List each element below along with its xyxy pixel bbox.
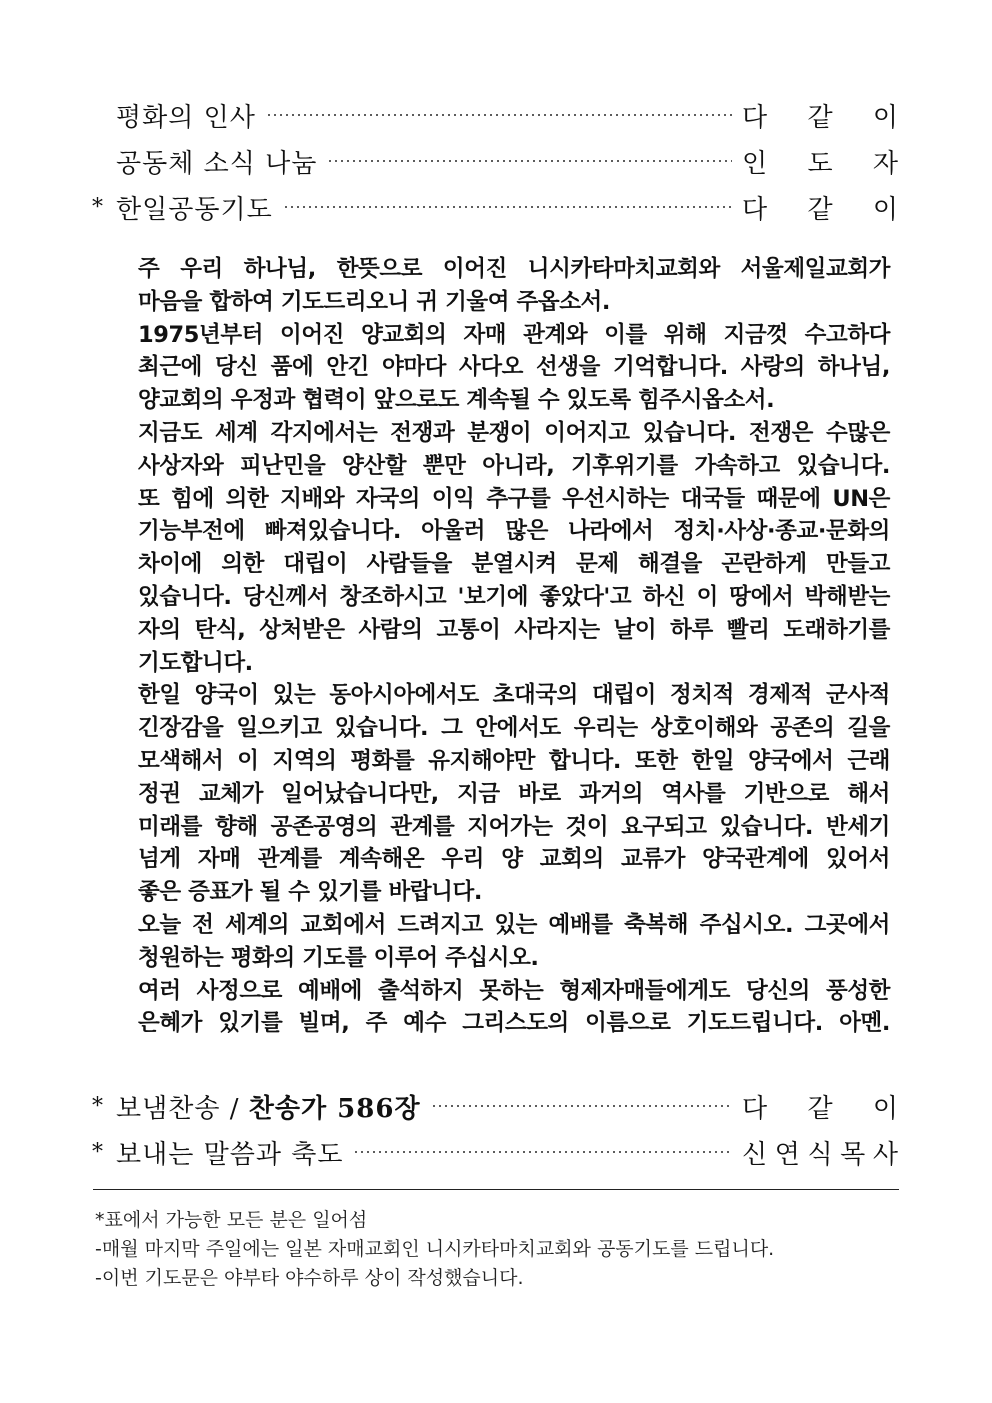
prayer-line: 지금도 세계 각지에서는 전쟁과 분쟁이 이어지고 있습니다. 전쟁은 수많은 xyxy=(138,419,890,446)
order-item-label: 보내는 말씀과 축도 xyxy=(116,1139,344,1170)
footnote: -이번 기도문은 야부타 야수하루 상이 작성했습니다. xyxy=(95,1267,524,1289)
prayer-line: 정권 교체가 일어났습니다만, 지금 바로 과거의 역사를 기반으로 해서 xyxy=(138,780,890,807)
prayer-line: 기능부전에 빠져있습니다. 아울러 많은 나라에서 정치·사상·종교·문화의 xyxy=(138,518,890,545)
prayer-line: 여러 사정으로 예배에 출석하지 못하는 형제자매들에게도 당신의 풍성한 xyxy=(138,977,890,1004)
prayer-line: 청원하는 평화의 기도를 이루어 주십시오. xyxy=(138,944,539,971)
prayer-line: 양교회의 우정과 협력이 앞으로도 계속될 수 있도록 힘주시옵소서. xyxy=(138,387,775,414)
order-item-leader: 인 도 자 xyxy=(742,148,898,179)
leader-dots xyxy=(266,114,732,116)
prayer-line: 좋은 증표가 될 수 있기를 바랍니다. xyxy=(138,879,483,906)
leader-dots xyxy=(353,1151,732,1153)
prayer-line: 1975년부터 이어진 양교회의 자매 관계와 이를 위해 지금껏 수고하다 xyxy=(138,321,890,348)
order-item-leader: 다 같 이 xyxy=(742,194,898,225)
joint-prayer-text xyxy=(138,253,890,1040)
prayer-line: 미래를 향해 공존공영의 관계를 지어가는 것이 요구되고 있습니다. 반세기 xyxy=(138,813,890,840)
prayer-line: 긴장감을 일으키고 있습니다. 그 안에서도 우리는 상호이해와 공존의 길을 xyxy=(138,715,890,742)
hymn-number: 찬송가 586장 xyxy=(248,1093,421,1124)
prayer-line: 마음을 합하여 기도드리오니 귀 기울여 주옵소서. xyxy=(138,288,611,315)
prayer-line: 사상자와 피난민을 양산할 뿐만 아니라, 기후위기를 가속하고 있습니다. xyxy=(138,452,890,479)
order-item-peace-greeting xyxy=(92,95,898,135)
standing-marker: * xyxy=(92,194,103,220)
prayer-line: 있습니다. 당신께서 창조하시고 '보기에 좋았다'고 하신 이 땅에서 박해받는 xyxy=(138,583,890,610)
order-item-leader: 다 같 이 xyxy=(742,102,898,133)
order-item-closing-hymn xyxy=(92,1086,898,1126)
prayer-line: 차이에 의한 대립이 사람들을 분열시켜 문제 해결을 곤란하게 만들고 xyxy=(138,551,890,578)
prayer-line: 주 우리 하나님, 한뜻으로 이어진 니시카타마치교회와 서울제일교회가 xyxy=(138,256,890,282)
order-item-label: 평화의 인사 xyxy=(116,102,256,133)
prayer-line: 모색해서 이 지역의 평화를 유지해야만 합니다. 또한 한일 양국에서 근래 xyxy=(138,747,890,774)
order-item-label: 한일공동기도 xyxy=(116,194,273,225)
prayer-line: 넘게 자매 관계를 계속해온 우리 양 교회의 교류가 양국관계에 있어서 xyxy=(138,846,890,873)
prayer-line: 기도합니다. xyxy=(138,649,253,676)
order-item-label: 공동체 소식 나눔 xyxy=(116,148,318,179)
order-item-leader: 다 같 이 xyxy=(742,1093,898,1124)
prayer-line: 은혜가 있기를 빌며, 주 예수 그리스도의 이름으로 기도드립니다. 아멘. xyxy=(138,1010,890,1037)
leader-dots xyxy=(431,1105,732,1107)
prayer-line: 또 힘에 의한 지배와 자국의 이익 추구를 우선시하는 대국들 때문에 UN은 xyxy=(138,485,890,512)
section-divider xyxy=(93,1189,899,1190)
footnote: -매월 마지막 주일에는 일본 자매교회인 니시카타마치교회와 공동기도를 드립니다. xyxy=(95,1238,775,1260)
order-item-joint-prayer xyxy=(92,187,898,227)
leader-dots xyxy=(327,160,732,162)
prayer-line: 한일 양국이 있는 동아시아에서도 초대국의 대립이 정치적 경제적 군사적 xyxy=(138,682,890,709)
order-item-leader: 신 연 식 목 사 xyxy=(742,1139,898,1170)
order-item-label: 보냄찬송 / 찬송가 586장 xyxy=(116,1093,421,1124)
footnote: *표에서 가능한 모든 분은 일어섬 xyxy=(95,1209,368,1231)
leader-dots xyxy=(283,206,732,208)
prayer-line: 자의 탄식, 상처받은 사람의 고통이 사라지는 날이 하루 빨리 도래하기를 xyxy=(138,616,890,643)
footnotes xyxy=(95,1206,895,1293)
order-item-benediction xyxy=(92,1132,898,1172)
prayer-line: 최근에 당신 품에 안긴 야마다 사다오 선생을 기억합니다. 사랑의 하나님, xyxy=(138,354,890,381)
standing-marker: * xyxy=(92,1093,103,1119)
order-item-community-news xyxy=(92,141,898,181)
prayer-line: 오늘 전 세계의 교회에서 드려지고 있는 예배를 축복해 주십시오. 그곳에서 xyxy=(138,911,890,938)
standing-marker: * xyxy=(92,1139,103,1165)
